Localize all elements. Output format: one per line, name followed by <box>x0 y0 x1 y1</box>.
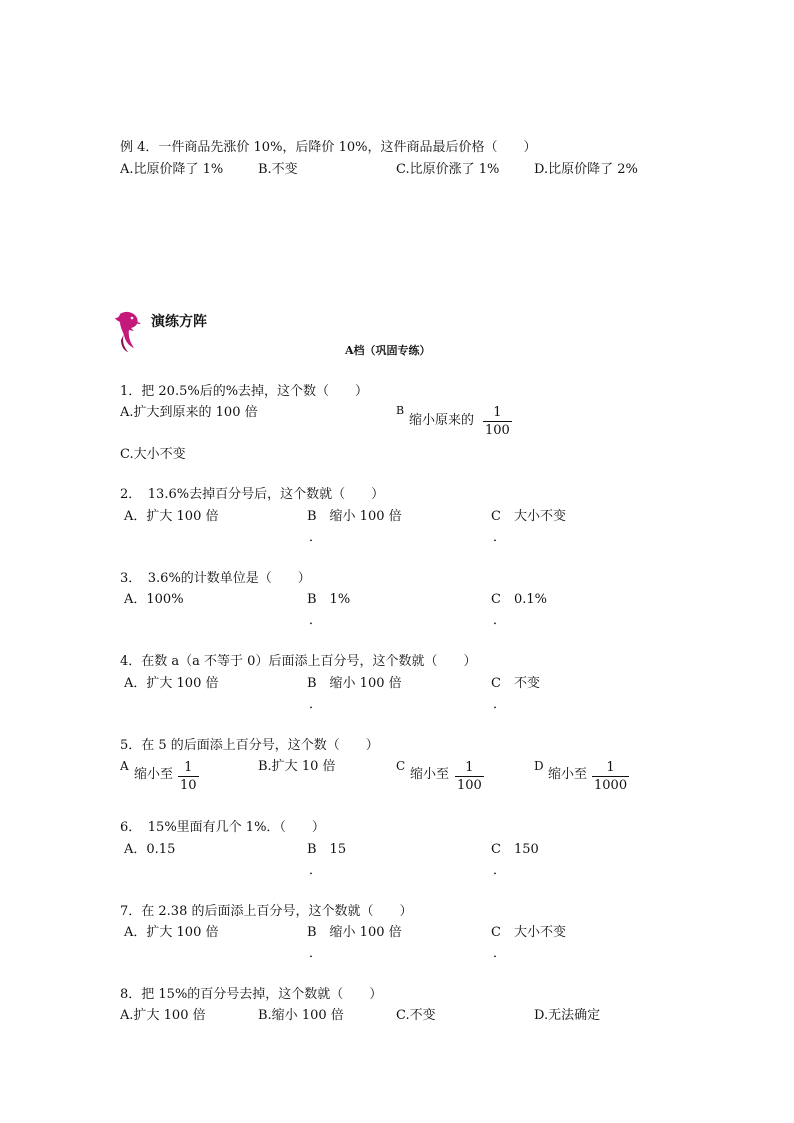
q6-option-c: C 150 <box>491 842 539 857</box>
q2-option-c: C 大小不变 <box>491 509 566 524</box>
section-subtitle: A档（巩固专练） <box>345 344 431 357</box>
q8-option-a: A.扩大 100 倍 <box>120 1008 206 1023</box>
q5-option-c-text: 缩小至 <box>410 767 450 782</box>
q7-question: 7．在 2.38 的后面添上百分号，这个数就（ ） <box>120 904 413 919</box>
q7-option-a: A．扩大 100 倍 <box>124 925 219 940</box>
fraction-denominator: 1000 <box>594 778 628 793</box>
q7-option-c: C 大小不变 <box>491 925 566 940</box>
q5-option-b: B.扩大 10 倍 <box>258 759 336 774</box>
q1-option-b-text: 缩小原来的 <box>409 413 475 428</box>
q2-option-a: A．扩大 100 倍 <box>124 509 219 524</box>
q3-option-b: B 1% <box>307 592 351 607</box>
q4-option-a: A．扩大 100 倍 <box>124 676 219 691</box>
q1-option-a: A.扩大到原来的 100 倍 <box>120 405 258 420</box>
q6-option-b: B 15 <box>307 842 347 857</box>
q6-dot-b: ． <box>309 863 323 878</box>
example4-option-a: A.比原价降了 1% <box>120 162 224 177</box>
q4-dot-c: ． <box>493 697 507 712</box>
q3-dot-b: ． <box>309 613 323 628</box>
q3-option-a: A．100% <box>124 592 184 607</box>
q7-dot-b: ． <box>309 946 323 961</box>
q3-dot-c: ． <box>493 613 507 628</box>
q2-dot-c: ． <box>493 530 507 545</box>
example4-option-c: C.比原价涨了 1% <box>396 162 500 177</box>
fraction-numerator: 1 <box>465 760 474 775</box>
example4-question: 例 4．一件商品先涨价 10%，后降价 10%，这件商品最后价格（ ） <box>120 140 537 155</box>
q5-option-d-text: 缩小至 <box>548 767 588 782</box>
q8-option-b: B.缩小 100 倍 <box>258 1008 344 1023</box>
q5-option-a-text: 缩小至 <box>134 767 174 782</box>
q5-option-a-fraction <box>178 761 199 792</box>
q7-option-b: B 缩小 100 倍 <box>307 925 402 940</box>
fraction-numerator: 1 <box>606 760 615 775</box>
q8-option-d: D.无法确定 <box>534 1008 601 1023</box>
example4-option-d: D.比原价降了 2% <box>534 162 638 177</box>
fraction-numerator: 1 <box>493 405 502 420</box>
q2-question: 2． 13.6%去掉百分号后，这个数就（ ） <box>120 487 385 502</box>
q5-option-c-label: C <box>396 759 406 773</box>
q8-option-c: C.不变 <box>396 1008 436 1023</box>
q4-option-b: B 缩小 100 倍 <box>307 676 402 691</box>
q1-option-b-label: B <box>396 404 405 417</box>
q5-option-c-fraction <box>455 761 484 792</box>
q1-option-b-fraction <box>483 406 512 437</box>
q6-option-a: A．0.15 <box>124 842 176 857</box>
fraction-denominator: 100 <box>485 423 510 438</box>
q6-question: 6． 15%里面有几个 1%．（ ） <box>120 820 325 835</box>
q8-question: 8．把 15%的百分号去掉，这个数就（ ） <box>120 987 383 1002</box>
q4-dot-b: ． <box>309 697 323 712</box>
q1-question: 1．把 20.5%后的%去掉，这个数（ ） <box>120 384 369 399</box>
q2-option-b: B 缩小 100 倍 <box>307 509 402 524</box>
q5-option-d-fraction <box>592 761 629 792</box>
example4-option-b: B.不变 <box>258 162 298 177</box>
q5-option-a-label: A <box>120 759 129 773</box>
q3-option-c: C 0.1% <box>491 592 547 607</box>
fraction-denominator: 10 <box>180 778 197 793</box>
q3-question: 3． 3.6%的计数单位是（ ） <box>120 571 311 586</box>
fraction-numerator: 1 <box>184 760 193 775</box>
fraction-denominator: 100 <box>457 778 482 793</box>
q6-dot-c: ． <box>493 863 507 878</box>
q5-question: 5．在 5 的后面添上百分号，这个数（ ） <box>120 738 379 753</box>
q4-option-c: C 不变 <box>491 676 540 691</box>
q5-option-d-label: D <box>534 759 544 773</box>
q1-option-c: C.大小不变 <box>120 447 186 462</box>
q4-question: 4．在数 a（a 不等于 0）后面添上百分号，这个数就（ ） <box>120 654 477 669</box>
q7-dot-c: ． <box>493 946 507 961</box>
section-title: 演练方阵 <box>151 314 207 330</box>
q2-dot-b: ． <box>309 530 323 545</box>
dolphin-icon <box>112 308 142 357</box>
